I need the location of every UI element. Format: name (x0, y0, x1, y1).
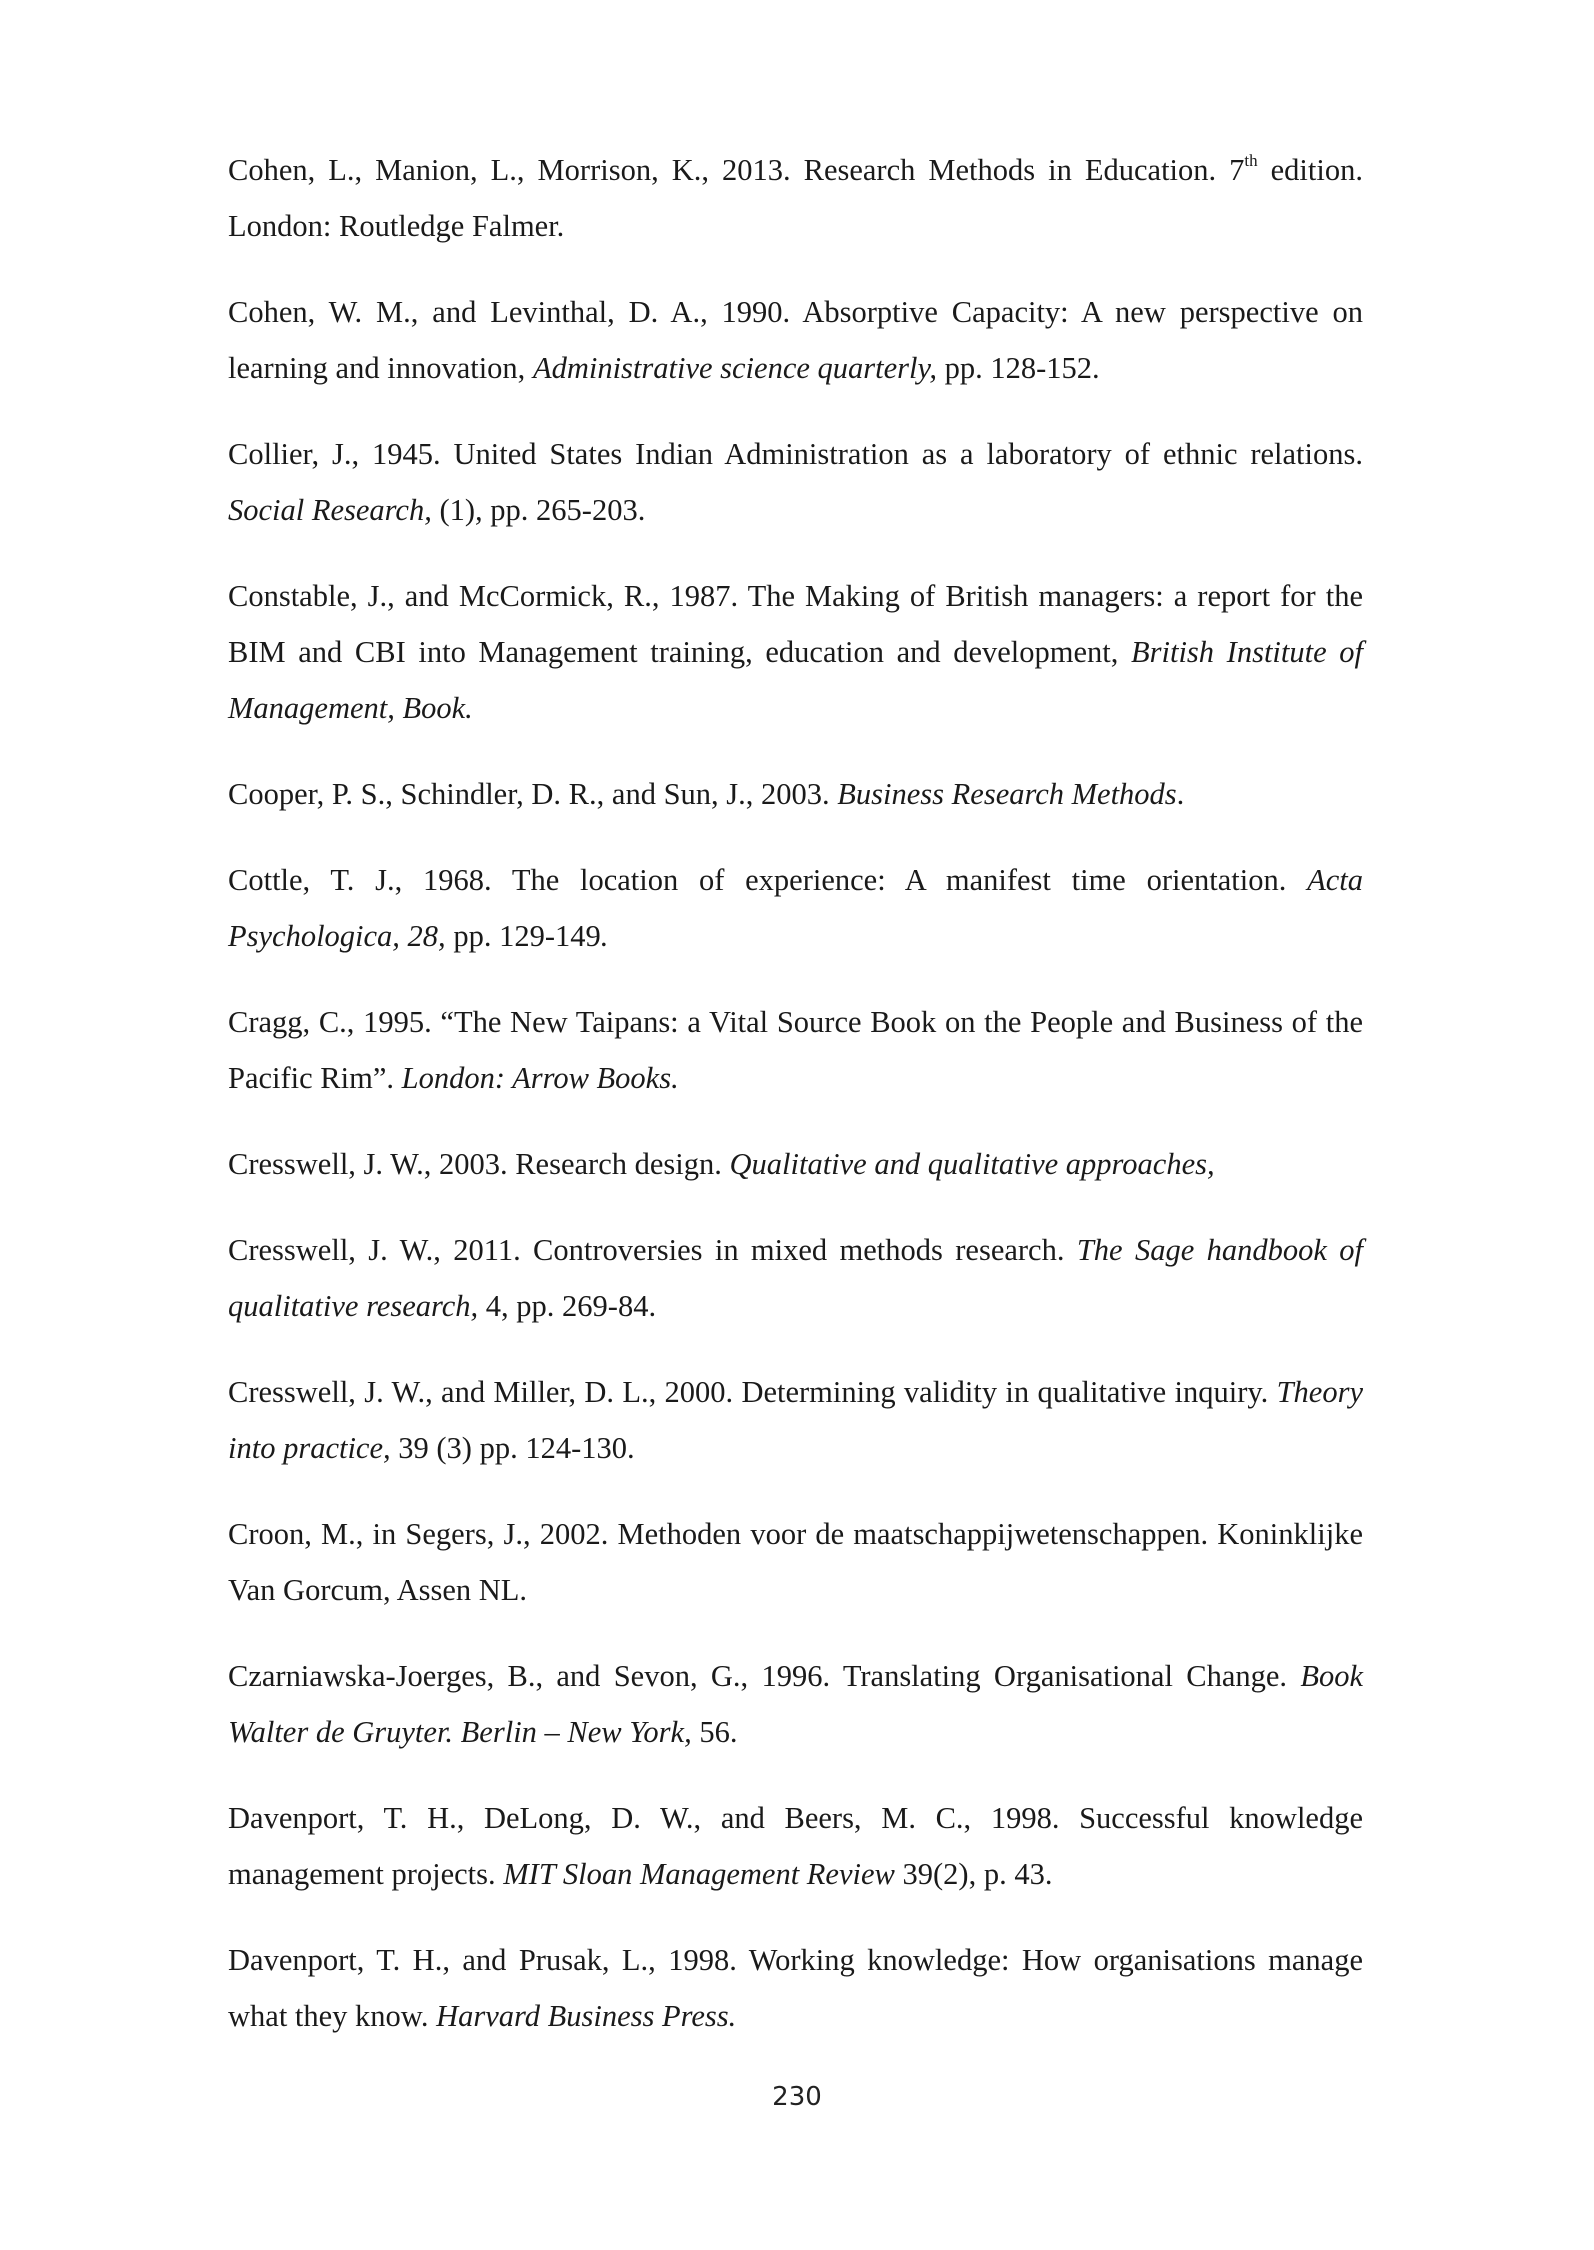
italic-text: , (475, 493, 483, 527)
reference-entry (228, 142, 1363, 254)
italic-text: Harvard Business Press. (436, 1999, 737, 2033)
reference-text: Cragg, C., 1995. “The New Taipans: a Vital Source Book on the People and Business of the Pacific Rim”. (228, 1005, 1363, 1095)
italic-text: . (600, 919, 609, 953)
superscript-text: th (1244, 151, 1258, 170)
reference-entry (228, 1648, 1363, 1760)
italic-text: London: Arrow Books. (401, 1061, 679, 1095)
reference-text: 39 (3) pp. 124-130. (390, 1431, 635, 1465)
reference-entry (228, 1932, 1363, 2044)
italic-text: Social Research, (228, 493, 432, 527)
italic-text: British Institute of Management, Book. (228, 635, 1363, 725)
reference-text: Collier, J., 1945. United States Indian Administration as a laboratory of ethnic relations. (228, 437, 1363, 471)
italic-text: Acta Psychologica, 28, (228, 863, 1363, 953)
reference-text: 4, pp. 269-84. (478, 1289, 657, 1323)
reference-entry (228, 1136, 1363, 1192)
reference-text: Davenport, T. H., DeLong, D. W., and Beers, M. C., 1998. Successful knowledge management projects. (228, 1801, 1363, 1891)
reference-text: Cresswell, J. W., and Miller, D. L., 2000. Determining validity in qualitative inquiry. (228, 1375, 1277, 1409)
reference-text: pp. 265-203. (482, 493, 646, 527)
reference-text: Czarniawska-Joerges, B., and Sevon, G., 1996. Translating Organisational Change. (228, 1659, 1301, 1693)
reference-entry (228, 1506, 1363, 1618)
reference-text: Cohen, L., Manion, L., Morrison, K., 2013. Research Methods in Education. 7 (228, 153, 1245, 187)
reference-text: Cresswell, J. W., 2011. Controversies in mixed methods research. (228, 1233, 1077, 1267)
italic-text: Theory into practice, (228, 1375, 1363, 1465)
reference-text: Constable, J., and McCormick, R., 1987. The Making of British managers: a report for the BIM and CBI into Management training, education and development, (228, 579, 1363, 669)
reference-entry (228, 1222, 1363, 1334)
reference-entry (228, 994, 1363, 1106)
reference-entry (228, 1790, 1363, 1902)
italic-text: MIT Sloan Management Review (503, 1857, 895, 1891)
italic-text: Administrative science quarterly, (532, 351, 937, 385)
reference-entry (228, 852, 1363, 964)
reference-entry (228, 568, 1363, 736)
page-number: 230 (772, 2082, 822, 2112)
reference-text: Davenport, T. H., and Prusak, L., 1998. Working knowledge: How organisations manage what they know. (228, 1943, 1363, 2033)
reference-text: Cooper, P. S., Schindler, D. R., and Sun, J., 2003. (228, 777, 838, 811)
reference-entry (228, 284, 1363, 396)
reference-text: . (1176, 777, 1185, 811)
reference-list (228, 142, 1363, 2074)
reference-entry (228, 766, 1363, 822)
reference-text: pp. 129-149 (445, 919, 601, 953)
reference-text: Cresswell, J. W., 2003. Research design. (228, 1147, 730, 1181)
reference-text: 39(2), p. 43. (894, 1857, 1053, 1891)
reference-text: (1) (431, 493, 476, 527)
reference-text: Cottle, T. J., 1968. The location of experience: A manifest time orientation. (228, 863, 1308, 897)
italic-text: Business Research Methods (837, 777, 1177, 811)
reference-entry (228, 1364, 1363, 1476)
italic-text: Book Walter de Gruyter. Berlin – New York, (228, 1659, 1363, 1749)
reference-text: Cohen, W. M., and Levinthal, D. A., 1990. Absorptive Capacity: A new perspective on learning and innovation, (228, 295, 1363, 385)
reference-text: edition. London: Routledge Falmer. (228, 153, 1363, 243)
italic-text: The Sage handbook of qualitative research, (228, 1233, 1363, 1323)
reference-text: pp. 128-152. (936, 351, 1100, 385)
reference-text: Croon, M., in Segers, J., 2002. Methoden voor de maatschappijwetenschappen. Koninklijke Van Gorcum, Assen NL. (228, 1517, 1363, 1607)
reference-text: 56. (691, 1715, 738, 1749)
reference-entry (228, 426, 1363, 538)
italic-text: Qualitative and qualitative approaches, (729, 1147, 1215, 1181)
